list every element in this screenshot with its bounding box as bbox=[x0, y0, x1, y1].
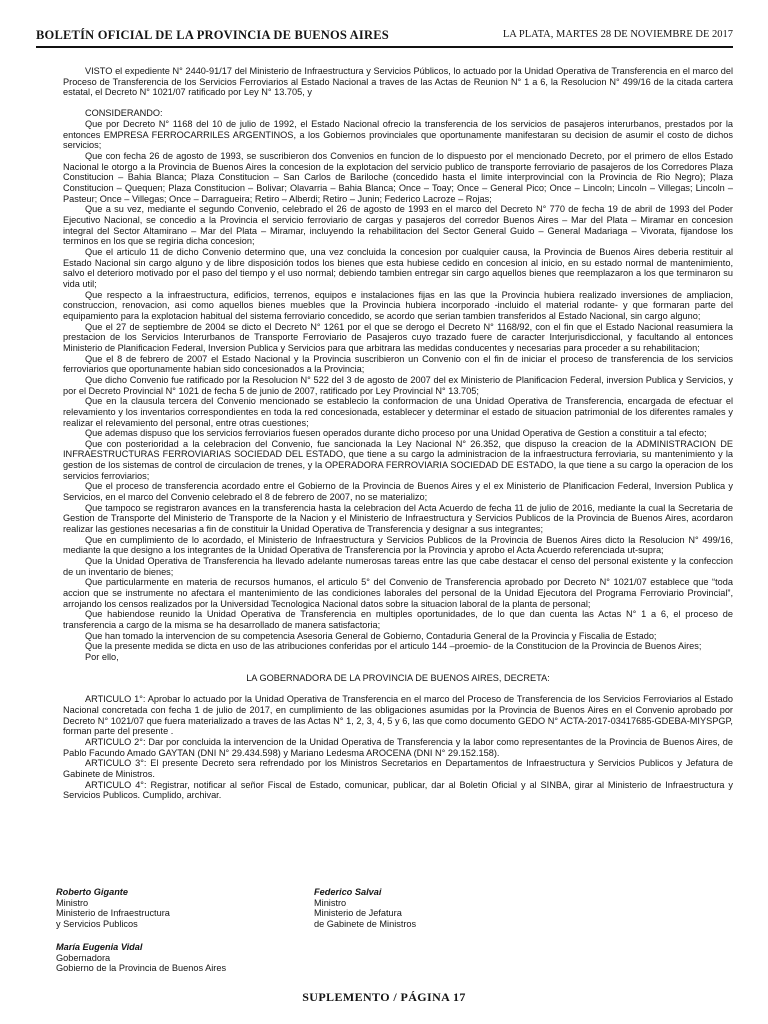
considerando-paragraph: Que el 8 de febrero de 2007 el Estado Nacional y la Provincia suscribieron un Convenio con el fin de iniciar el proceso de transferencia de los servicios ferroviarios que oportunamente habian sido concesionados a la Provincia; bbox=[63, 353, 733, 375]
page-footer: SUPLEMENTO / PÁGINA 17 bbox=[302, 990, 466, 1004]
article-1: ARTICULO 1°: Aprobar lo actuado por la Unidad Operativa de Transferencia en el marco del Proceso de Transferencia de los Servicios Ferroviarios al Estado Nacional concretada con fecha 1 de julio de 2017, en cumplimiento de las obligaciones asumidas por la Provincia de Buenos Aires en el Convenio aprobado por Decreto N° 1021/07 que fuera materializado a traves de las Actas N° 1, 2, 3, 4, 5 y 6, las que como documento GEDO N° ACTA-2017-03417685-GDEBA-MIYSPGP, forman parte del presente . bbox=[63, 694, 733, 737]
considerando-paragraph: Que dicho Convenio fue ratificado por la Resolucion N° 522 del 3 de agosto de 2007 del ex Ministerio de Planificacion Federal, inversion Publica y Servicios, y por el Decreto Provincial N° 1021 de fecha 5 de junio de 2007, ratificado por Ley Provincial N° 13.705; bbox=[63, 374, 733, 396]
considerando-paragraph: Que la Unidad Operativa de Transferencia ha llevado adelante numerosas tareas entre las que cabe destacar el censo del personal existente y la confeccion de un inventario de bienes; bbox=[63, 556, 733, 577]
considerando-paragraph: Que ademas dispuso que los servicios ferroviarios fuesen operados durante dicho proceso por una Unidad Operativa de Gestion a constituir a tal efecto; bbox=[85, 428, 707, 439]
signature-block bbox=[56, 887, 170, 929]
signatory-title: Ministro bbox=[314, 897, 347, 908]
article-3: ARTICULO 3°: El presente Decreto sera refrendado por los Ministros Secretarios en Departamentos de Infraestructura y Servicios Publicos y Jefatura de Gabinete de Ministros. bbox=[63, 758, 733, 779]
considerando-paragraph: Que han tomado la intervencion de su competencia Asesoria General de Gobierno, Contaduria General de la Provincia y Fiscalia de Estado; bbox=[85, 630, 657, 641]
considerando-paragraph: Que con fecha 26 de agosto de 1993, se suscribieron dos Convenios en funcion de lo dispuesto por el mencionado Decreto, por el primero de ellos Estado Nacional le otorgo a la Provincia de Buenos Aires la concesion de la explotacion del servicio publico de transporte ferroviario de pasajeros de los Corredores Plaza Constitucion – Bahia Blanca; Plaza Constitucion – San Carlos de Bariloche (concedido hasta el limite interprovincial con la Provincia de Rio Negro); Plaza Constitucion – Quequen; Plaza Constitucion – Bolivar; Olavarria – Bahia Blanca; Once – Toay; Once – General Pico; Once – Lincoln; Lincoln – Villegas; Lincoln – Pasteur; Once – Villegas; Once – Darragueira; Retiro – Alberdi; Retiro – Junin; Federico Lacroze – Rojas; bbox=[63, 151, 733, 204]
page-header bbox=[36, 28, 733, 48]
considerando-paragraph: Que tampoco se registraron avances en la transferencia hasta la celebracion del Acta Acuerdo de fecha 11 de julio de 2016, mediante la cual la Secretaria de Gestion de Transporte del Ministerio de Transporte de la Nacion y el Ministerio de Infraestructura y Servicios Publicos de la Provincia de Buenos Aires, acordaron realizar las gestiones necesarias a fin de constituir la Unidad Operativa de Transferencia y designar a sus integrantes; bbox=[63, 502, 733, 535]
signatory-title: Ministerio de Jefatura bbox=[314, 908, 402, 919]
signature-block bbox=[56, 942, 226, 974]
considerando-paragraph: Que a su vez, mediante el segundo Convenio, celebrado el 26 de agosto de 1993 en el marco del Decreto N° 770 de fecha 19 de abril de 1993 del Poder Ejecutivo Nacional, se concedio a la Provincia el servicio ferroviario de cargas y pasajeros del corredor Buenos Aires – Mar del Plata – Miramar en concesion integral del Sector Altamirano – Mar del Plata – Miramar, incluyendo la rehabilitacion del Sector General Guido – General Madariaga – Vivorata, fijandose los terminos en los que se regiria dicha concesion; bbox=[63, 204, 733, 247]
article-4: ARTICULO 4°: Registrar, notificar al señor Fiscal de Estado, comunicar, publicar, dar al Boletin Oficial y al SINBA, girar al Ministerio de Infraestructura y Servicios Publicos. Cumplido, archivar. bbox=[63, 779, 733, 801]
signature-block bbox=[314, 887, 416, 929]
signatory-name: Roberto Gigante bbox=[56, 887, 128, 897]
por-ello-line: Por ello, bbox=[85, 651, 119, 662]
visto-paragraph: VISTO el expediente N° 2440-91/17 del Ministerio de Infraestructura y Servicios Públicos, lo actuado por la Unidad Operativa de Transferencia en el marco del Proceso de Transferencia de los Servicios Ferroviarios al Estado Nacional a traves de las Actas de Reunion N° 1 a 6, la Resolucion N° 499/16 de la citada cartera estatal, el Decreto N° 1021/07 ratificado por Ley N° 13.705, y bbox=[63, 66, 733, 98]
signatory-title: Ministro bbox=[56, 897, 89, 908]
considerando-paragraph: Que por Decreto N° 1168 del 10 de julio de 1992, el Estado Nacional ofrecio la transferencia de los servicios de pasajeros interurbanos, prestados por la entonces EMPRESA FERROCARRILES ARGENTINOS, a los Gobiernos provinciales que oportunamente manifestaran su decision de asumir el costo de dichos servicios; bbox=[63, 119, 733, 151]
considerando-paragraph: Que el 27 de septiembre de 2004 se dicto el Decreto N° 1261 por el que se derogo el Decreto N° 1168/92, con el fin que el Estado Nacional reasumiera la prestacion de los Servicios Interurbanos de Transporte Ferroviario de Pasajeros cuyo trazado fuere de caracter Interjurisdiccional, y facultando al entonces Ministerio de Planificacion Federal, Inversion Publica y Servicios para que arbitrara las medidas conducentes y necesarias para proceder a su rehabilitacion; bbox=[63, 321, 733, 353]
article-2: ARTICULO 2°: Dar por concluida la intervencion de la Unidad Operativa de Transferencia y la labor como representantes de la Provincia de Buenos Aires, de Pablo Facundo Amado GAYTAN (DNI N° 29.434.598) y Mariano Ledesma AROCENA (DNI N° 29.152.158). bbox=[63, 736, 733, 758]
considerando-paragraph: Que la presente medida se dicta en uso de las atribuciones conferidas por el articulo 144 –proemio- de la Constitucion de la Provincia de Buenos Aires; bbox=[85, 641, 702, 652]
signatory-title: de Gabinete de Ministros bbox=[314, 918, 417, 929]
considerando-heading: CONSIDERANDO: bbox=[85, 108, 163, 119]
signatory-name: María Eugenia Vidal bbox=[56, 942, 143, 952]
considerando-paragraph: Que respecto a la infraestructura, edificios, terrenos, equipos e instalaciones fijas en las que la Provincia hubiera realizado inversiones de ampliacion, construccion, renovacion, asi como aquellos bienes muebles que la Provincia hubiera incorporado -incluido el material rodante- y que formaran parte del equipamiento para la explotacion habitual del sistema ferroviario concedido, se acordo que serian tambien transferidos al Estado Nacional, sin cargo alguno; bbox=[63, 289, 733, 321]
signatory-title: Gobernadora bbox=[56, 952, 111, 963]
signatory-name: Federico Salvai bbox=[314, 887, 382, 897]
considerando-paragraph: Que habiendose reunido la Unidad Operativa de Transferencia en multiples oportunidades, de lo que dan cuenta las Actas N° 1 a 6, el proceso de transferencia a cargo de la misma se ha desarrollado de manera satisfactoria; bbox=[63, 609, 733, 630]
considerando-paragraph: Que particularmente en materia de recursos humanos, el articulo 5° del Convenio de Transferencia aprobado por Decreto N° 1021/07 establece que “toda accion que se instrumente no afectara el mantenimiento de las condiciones laborales del personal de la Unidad Ejecutora del Programa Ferroviario Provincial”, arrojando los censos realizados por la Universidad Tecnologica Nacional datos sobre la situacion laboral de la planta de personal; bbox=[63, 577, 733, 609]
publication-date: LA PLATA, MARTES 28 DE NOVIEMBRE DE 2017 bbox=[502, 29, 733, 40]
decree-heading: LA GOBERNADORA DE LA PROVINCIA DE BUENOS AIRES, DECRETA: bbox=[246, 673, 550, 684]
considerando-paragraph: Que en la clausula tercera del Convenio mencionado se establecio la conformacion de una Unidad Operativa de Transferencia, encargada de efectuar el relevamiento y los inventarios correspondientes en toda la red concesionada, establecer y determinar el estado de situacion patrimonial de los diferentes ramales y realizar el relevamiento del personal, entre otras cuestiones; bbox=[63, 396, 733, 428]
considerando-paragraph: Que el articulo 11 de dicho Convenio determino que, una vez concluida la concesion por cualquier causa, la Provincia de Buenos Aires deberia restituir al Estado Nacional sin cargo alguno y de libre disposición todos los bienes que esta hubiese cedido en concesion al inicio, en su estado normal de mantenimiento, salvo el deterioro motivado por el paso del tiempo y el uso normal; debiendo tambien entregar sin cargo aquellos bienes que reemplazaron a los que terminaron su vida util; bbox=[63, 247, 733, 289]
considerando-paragraph: Que en cumplimiento de lo acordado, el Ministerio de Infraestructura y Servicios Publicos de la Provincia de Buenos Aires dicto la Resolucion N° 499/16, mediante la que designo a los integrantes de la Unidad Operativa de Transferencia por la Provincia y aprobo el Acta Acuerdo referenciada ut-supra; bbox=[63, 534, 733, 556]
considerando-paragraph: Que con posterioridad a la celebracion del Convenio, fue sancionada la Ley Nacional N° 26.352, que dispuso la creacion de la ADMINISTRACION DE INFRAESTRUCTURAS FERROVIARIAS SOCIEDAD DEL ESTADO, que tiene a su cargo la administracion de la infraestructura ferroviaria, su mantenimiento y la gestion de los sistemas de control de circulacion de trenes, y la OPERADORA FERROVIARIA SOCIEDAD DE ESTADO, la que tiene a su cargo la operacion de los servicios ferroviarios; bbox=[63, 438, 733, 481]
signatory-title: y Servicios Publicos bbox=[56, 918, 138, 929]
considerando-paragraph: Que el proceso de transferencia acordado entre el Gobierno de la Provincia de Buenos Aires y el ex Ministerio de Planificacion Federal, Inversion Publica y Servicios, en el marco del Convenio celebrado el 8 de febrero de 2007, no se materializo; bbox=[63, 481, 733, 503]
publication-title: BOLETÍN OFICIAL DE LA PROVINCIA DE BUENOS AIRES bbox=[36, 28, 389, 42]
signatory-title: Gobierno de la Provincia de Buenos Aires bbox=[56, 963, 227, 974]
signatory-title: Ministerio de Infraestructura bbox=[56, 908, 170, 919]
decree-body bbox=[63, 66, 733, 801]
